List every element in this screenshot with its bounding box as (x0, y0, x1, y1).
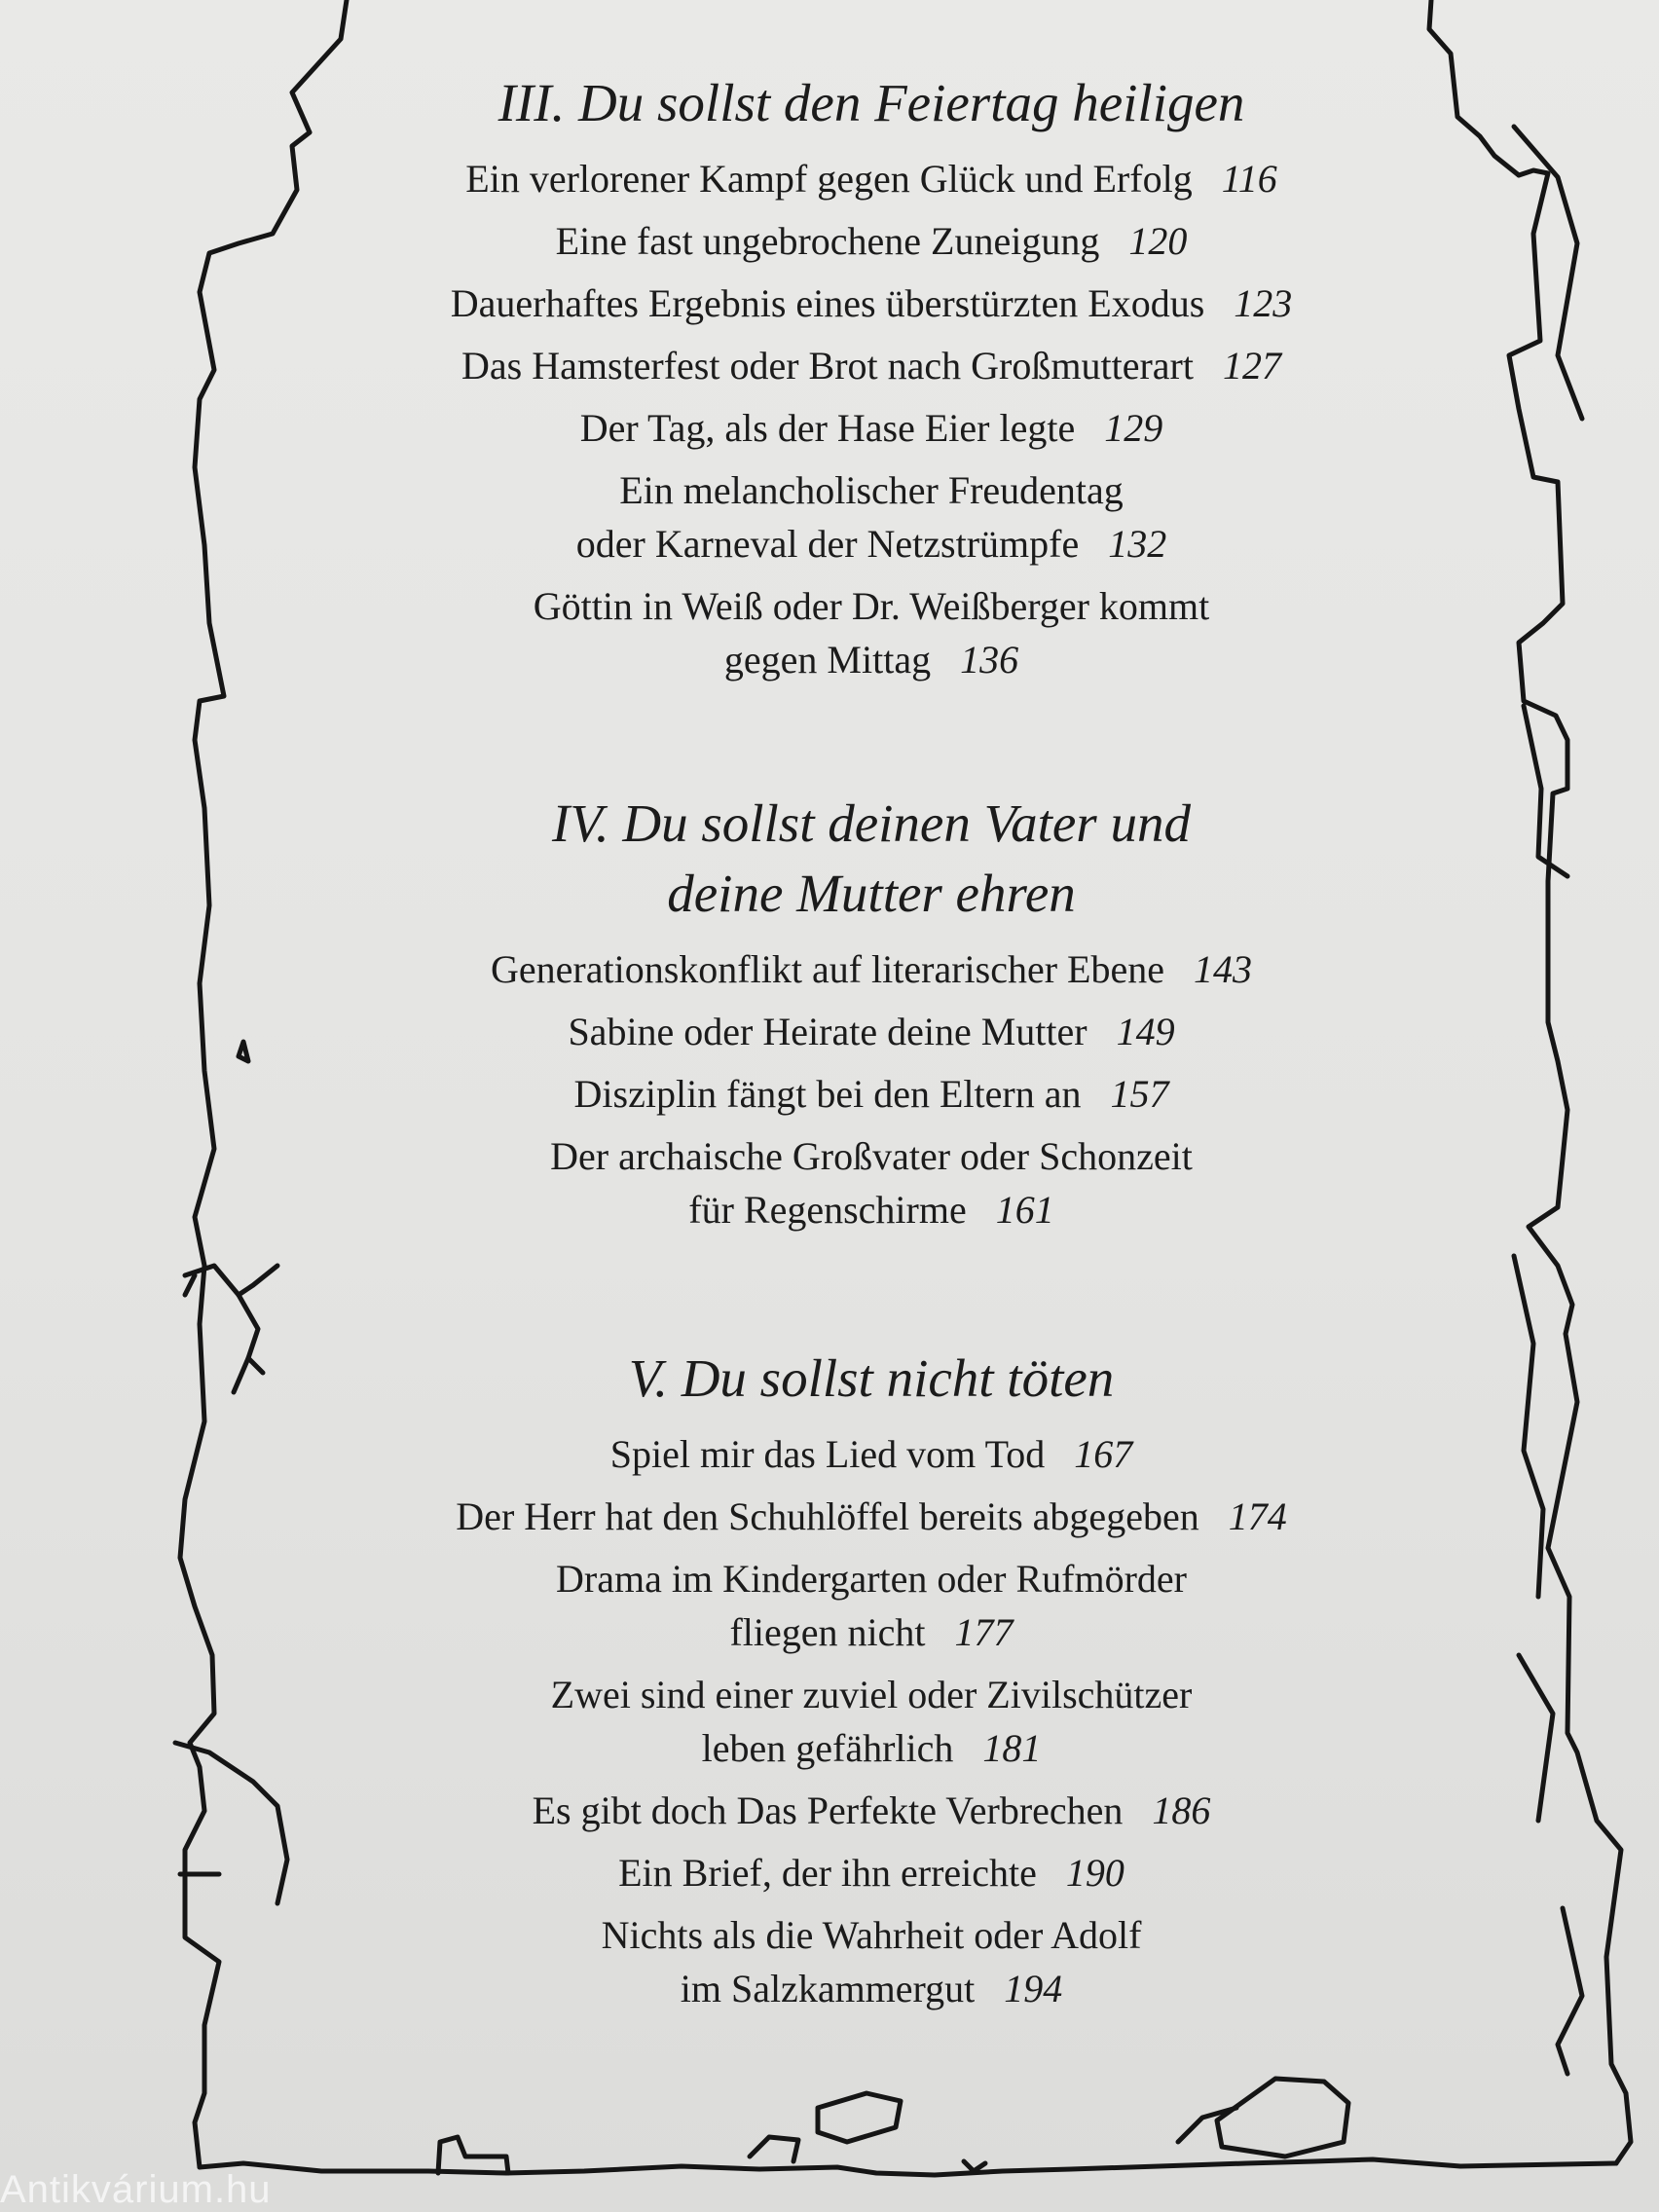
toc-page-number: 129 (1104, 406, 1163, 450)
toc-page-number: 157 (1110, 1072, 1169, 1116)
toc-entry (321, 1005, 1421, 1058)
toc-entry-title: Der Tag, als der Hase Eier legte (579, 406, 1076, 450)
toc-entry (321, 1846, 1421, 1899)
toc-entry (321, 579, 1421, 686)
toc-page-number: 123 (1234, 281, 1293, 325)
toc-page-number: 127 (1222, 344, 1281, 387)
toc-entry (321, 1908, 1421, 2015)
toc-entry (321, 1490, 1421, 1543)
toc-entry-title: Es gibt doch Das Perfekte Verbrechen (532, 1788, 1124, 1832)
toc-entry-title: Spiel mir das Lied vom Tod (609, 1432, 1046, 1476)
toc-entry-title: für Regenschirme (688, 1188, 967, 1232)
toc-entry-title: Disziplin fängt bei den Eltern an (573, 1072, 1082, 1116)
toc-entry (321, 214, 1421, 268)
toc-entry (321, 339, 1421, 392)
toc-entry-title: Nichts als die Wahrheit oder Adolf (601, 1913, 1142, 1957)
toc-entry-title: Zwei sind einer zuviel oder Zivilschützer (550, 1673, 1193, 1716)
section-title-line: IV. Du sollst deinen Vater und (552, 793, 1191, 853)
toc-entry-title: oder Karneval der Netzstrümpfe (575, 522, 1080, 566)
toc-entry (321, 1784, 1421, 1837)
toc-entry-title: Generationskonflikt auf literarischer Ebene (491, 947, 1164, 991)
toc-entry-title: im Salzkammergut (680, 1967, 976, 2010)
toc-page-number: 177 (954, 1610, 1014, 1654)
toc-entry-title: Dauerhaftes Ergebnis eines überstürzten Exodus (450, 281, 1205, 325)
toc-page-number: 190 (1065, 1851, 1124, 1895)
toc-entry-title: leben gefährlich (701, 1726, 954, 1770)
toc-entry-title: gegen Mittag (723, 638, 932, 682)
toc-entry-title: Ein Brief, der ihn erreichte (618, 1851, 1037, 1895)
toc-entry-title: Ein verlorener Kampf gegen Glück und Erfolg (465, 157, 1193, 201)
toc-entry (321, 152, 1421, 205)
toc-page-number: 174 (1228, 1494, 1287, 1538)
toc-page-number: 116 (1221, 157, 1277, 201)
toc-entry-title: Ein melancholischer Freudentag (619, 468, 1124, 512)
section-v (321, 1344, 1421, 2024)
toc-entry-title: Göttin in Weiß oder Dr. Weißberger kommt (533, 584, 1210, 628)
toc-page-number: 143 (1193, 947, 1252, 991)
toc-page-number: 132 (1108, 522, 1167, 566)
toc-entry (321, 1067, 1421, 1121)
section-title: V. Du sollst nicht töten (628, 1348, 1115, 1408)
toc-page-number: 194 (1004, 1967, 1063, 2010)
toc-page-number: 186 (1152, 1788, 1211, 1832)
toc-page-number: 120 (1128, 219, 1188, 263)
toc-page-number: 181 (982, 1726, 1042, 1770)
section-entries (321, 152, 1421, 686)
toc-page-number: 161 (995, 1188, 1054, 1232)
toc-entry-title: Das Hamsterfest oder Brot nach Großmutterart (461, 344, 1194, 387)
toc-entry (321, 942, 1421, 996)
toc-entry (321, 276, 1421, 330)
toc-entry-title: fliegen nicht (729, 1610, 926, 1654)
section-title (321, 789, 1421, 929)
toc-entry (321, 1427, 1421, 1481)
section-entries (321, 1427, 1421, 2015)
toc-entry-title: Der Herr hat den Schuhlöffel bereits abgegeben (456, 1494, 1199, 1538)
toc-page-number: 136 (960, 638, 1019, 682)
toc-page-number: 167 (1074, 1432, 1133, 1476)
watermark: Antikvárium.hu (0, 2168, 272, 2211)
toc-entry (321, 463, 1421, 571)
toc-entry (321, 401, 1421, 455)
section-iii (321, 68, 1421, 695)
section-iv (321, 789, 1421, 1245)
toc-entry (321, 1668, 1421, 1775)
toc-entry-title: Der archaische Großvater oder Schonzeit (550, 1134, 1193, 1178)
section-title: III. Du sollst den Feiertag heiligen (498, 73, 1245, 132)
toc-entry-title: Drama im Kindergarten oder Rufmörder (556, 1557, 1187, 1601)
toc-entry (321, 1129, 1421, 1236)
toc-entry-title: Sabine oder Heirate deine Mutter (568, 1010, 1088, 1053)
toc-page-number: 149 (1116, 1010, 1175, 1053)
section-title-line: deine Mutter ehren (667, 864, 1076, 923)
section-entries (321, 942, 1421, 1236)
toc-entry (321, 1552, 1421, 1659)
toc-entry-title: Eine fast ungebrochene Zuneigung (555, 219, 1100, 263)
